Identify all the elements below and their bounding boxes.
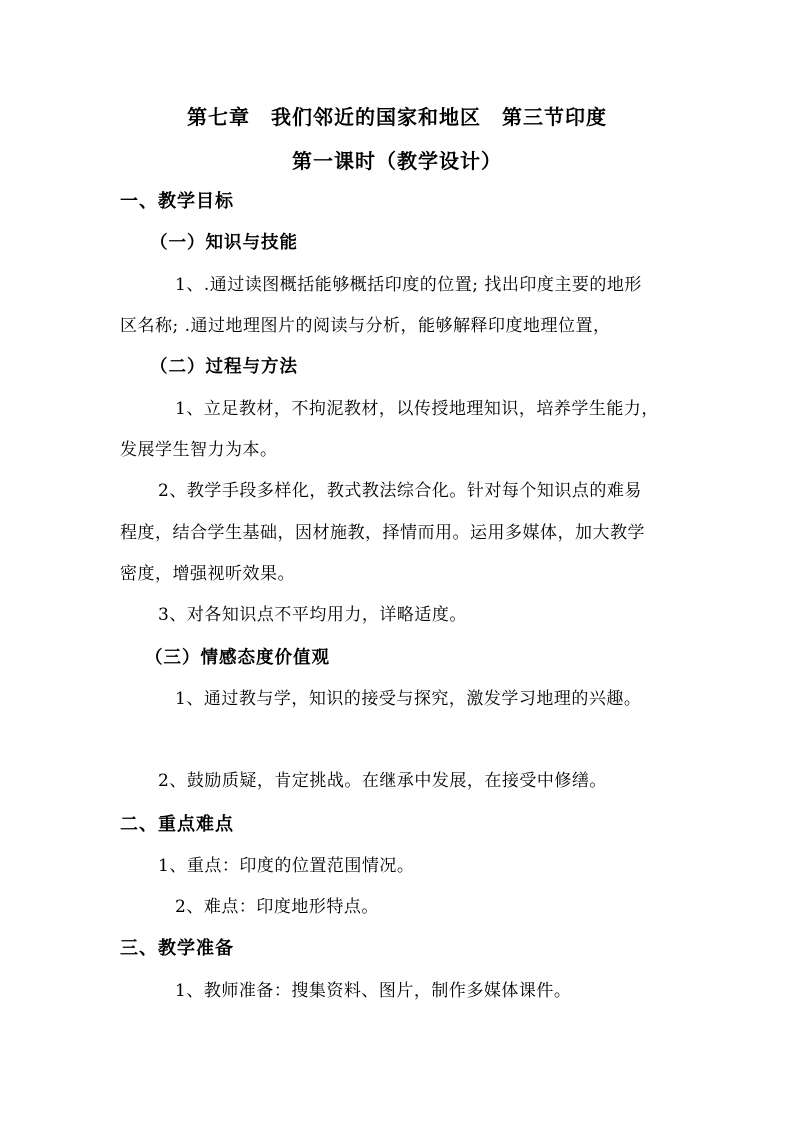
paragraph-line: 程度，结合学生基础，因材施教，择情而用。运用多媒体，加大教学 <box>120 523 645 543</box>
paragraph-line: 密度，增强视听效果。 <box>120 564 295 584</box>
paragraph-line: 发展学生智力为本。 <box>120 440 278 460</box>
section-heading-objectives: 一、教学目标 <box>120 191 234 212</box>
paragraph-line: 2、教学手段多样化，教式教法综合化。针对每个知识点的难易 <box>158 481 642 501</box>
paragraph-line: 区名称; .通过地理图片的阅读与分析，能够解释印度地理位置， <box>120 316 611 336</box>
paragraph-line: 3、对各知识点不平均用力，详略适度。 <box>158 605 467 625</box>
subheading-attitude-values: （三）情感态度价值观 <box>145 648 330 668</box>
document-title: 第七章 我们邻近的国家和地区 第三节印度 <box>187 105 607 129</box>
paragraph-line: 2、难点：印度地形特点。 <box>175 897 379 917</box>
subheading-process-methods: （二）过程与方法 <box>150 357 298 377</box>
paragraph-line: 1、教师准备：搜集资料、图片，制作多媒体课件。 <box>175 981 572 1001</box>
section-heading-key-points: 二、重点难点 <box>120 814 234 835</box>
paragraph-line: 1、通过教与学，知识的接受与探究，激发学习地理的兴趣。 <box>175 689 642 709</box>
section-heading-preparation: 三、教学准备 <box>120 938 234 959</box>
paragraph-line: 1、.通过读图概括能够概括印度的位置; 找出印度主要的地形 <box>175 275 642 295</box>
document-subtitle: 第一课时（教学设计） <box>292 149 502 173</box>
paragraph-line: 1、立足教材，不拘泥教材，以传授地理知识，培养学生能力， <box>175 399 659 419</box>
paragraph-line: 1、重点：印度的位置范围情况。 <box>158 856 415 876</box>
subheading-knowledge-skills: （一）知识与技能 <box>150 233 298 253</box>
paragraph-line: 2、鼓励质疑，肯定挑战。在继承中发展，在接受中修缮。 <box>158 771 607 791</box>
